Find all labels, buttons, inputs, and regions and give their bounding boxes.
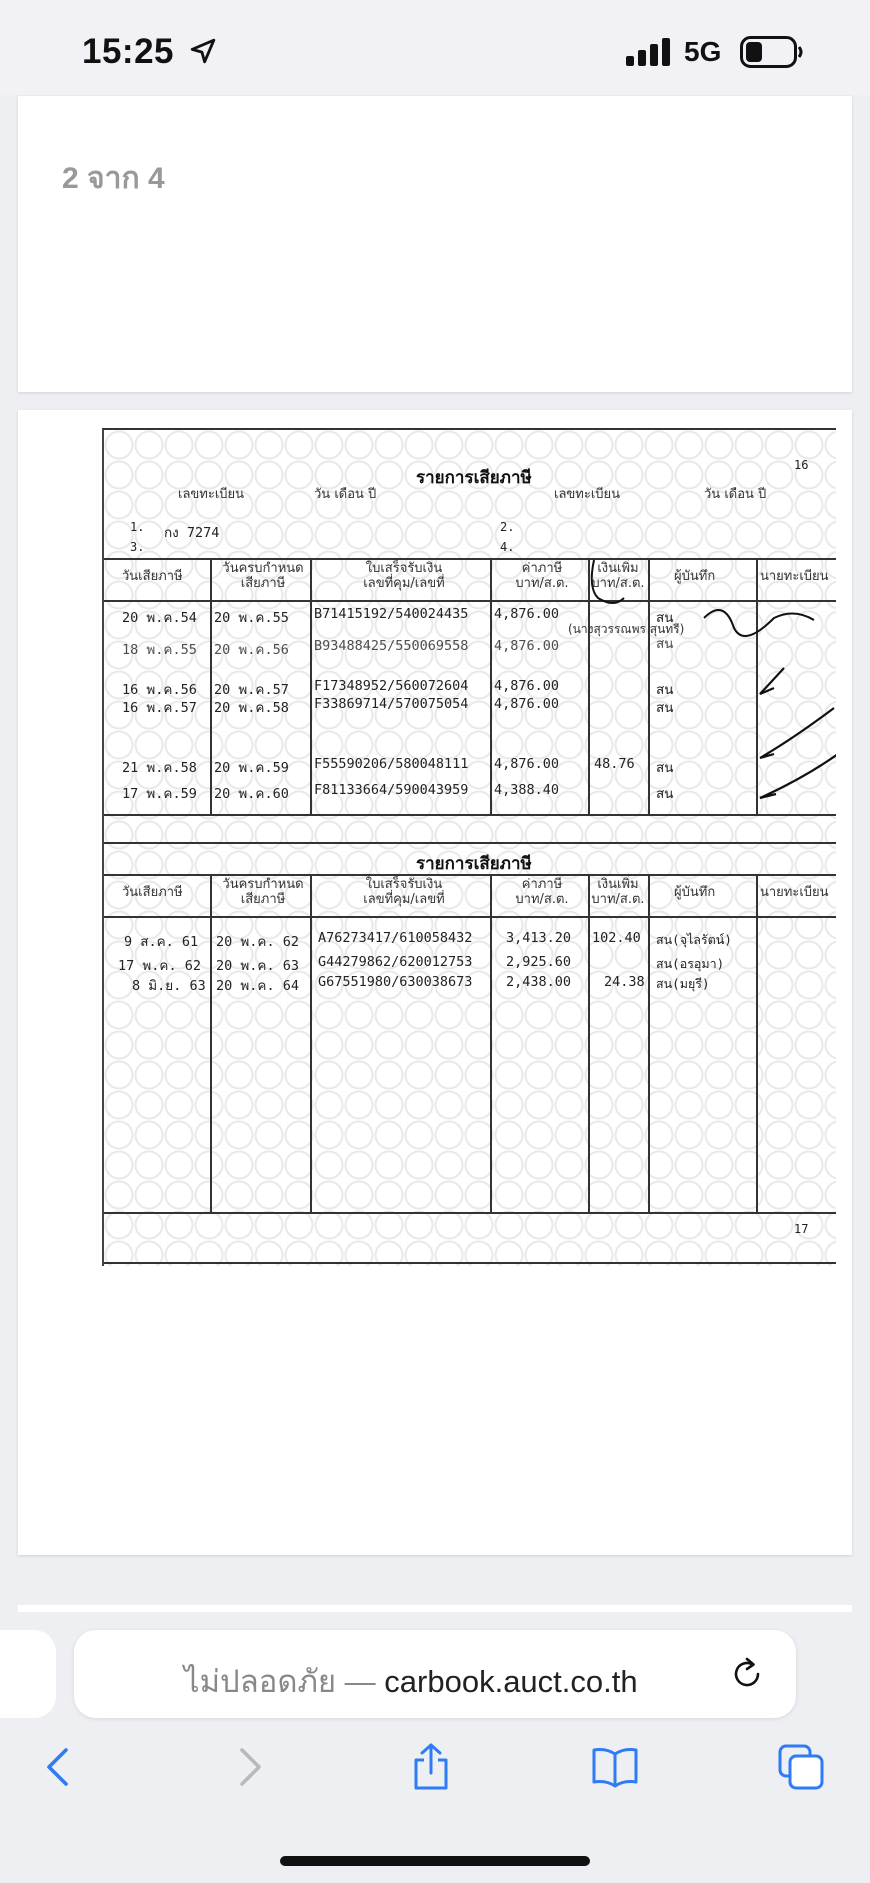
t1-col-registrar: นายทะเบียน [760, 569, 829, 584]
t2-extra: 24.38 [604, 974, 645, 990]
location-arrow-icon [190, 38, 216, 64]
t2-receipt: A76273417/610058432 [318, 930, 473, 946]
t1-recorder: สน [656, 760, 674, 776]
t1-paid: 17 พ.ค.59 [122, 786, 197, 802]
share-icon[interactable] [406, 1742, 456, 1792]
t2-extra: 102.40 [592, 930, 641, 946]
t2-col-receipt: ใบเสร็จรับเงิน เลขที่คุม/เลขที่ [363, 877, 445, 907]
t2-recorder: สน(อรอุมา) [656, 956, 725, 971]
address-bar[interactable] [74, 1630, 796, 1718]
t2-paid: 8 มิ.ย. 63 [132, 978, 206, 994]
date-label-2: วัน เดือน ปี [704, 487, 767, 502]
t1-tax: 4,876.00 [494, 638, 560, 654]
previous-tab-preview[interactable] [0, 1630, 56, 1718]
t1-paid: 16 พ.ค.57 [122, 700, 197, 716]
t1-receipt: F81133664/590043959 [314, 782, 469, 798]
t1-receipt: B93488425/550069558 [314, 638, 469, 654]
reg-row-1-plate: กง 7274 [164, 525, 220, 541]
address-bar-text [184, 1656, 638, 1706]
t1-receipt: F33869714/570075054 [314, 696, 469, 712]
t1-tax: 4,876.00 [494, 756, 560, 772]
t2-tax: 2,438.00 [506, 974, 572, 990]
table2-col-line [588, 874, 590, 1212]
reg-row-3-no: 3. [130, 540, 145, 554]
t1-tax: 4,388.40 [494, 782, 560, 798]
t2-col-extra: เงินเพิ่ม บาท/ส.ต. [591, 877, 645, 907]
t2-col-due: วันครบกำหนด เสียภาษี [222, 877, 304, 907]
t1-recorder: สน [656, 700, 674, 716]
address-separator: — [336, 1664, 385, 1699]
browser-toolbar [0, 1728, 870, 1808]
t1-receipt: F17348952/560072604 [314, 678, 469, 694]
t1-due: 20 พ.ค.58 [214, 700, 289, 716]
security-warning: ไม่ปลอดภัย [184, 1664, 337, 1699]
home-indicator[interactable] [280, 1856, 590, 1866]
t2-col-tax: ค่าภาษี บาท/ส.ต. [515, 877, 569, 907]
doc-bottom-border [104, 1262, 836, 1264]
table1-col-line [210, 558, 212, 814]
table2-col-line [490, 874, 492, 1212]
t1-due: 20 พ.ค.56 [214, 642, 289, 658]
section-title-2: รายการเสียภาษี [416, 854, 532, 874]
t2-recorder: สน(มยุรี) [656, 976, 710, 991]
doc-page-number-bottom: 17 [794, 1222, 809, 1236]
t2-receipt: G67551980/630038673 [318, 974, 473, 990]
reg-row-2-no: 2. [500, 520, 515, 534]
t2-paid: 9 ส.ค. 61 [124, 934, 199, 950]
tabs-icon[interactable] [776, 1742, 826, 1792]
t1-recorder: สน [656, 636, 674, 652]
section-title-1: รายการเสียภาษี [416, 468, 532, 488]
t1-tax: 4,876.00 [494, 678, 560, 694]
doc-page-number-top: 16 [794, 458, 809, 472]
reload-icon[interactable] [730, 1656, 766, 1692]
t1-due: 20 พ.ค.57 [214, 682, 289, 698]
t1-paid: 20 พ.ค.54 [122, 610, 197, 626]
t2-due: 20 พ.ค. 64 [216, 978, 299, 994]
t1-recorder: สน [656, 682, 674, 698]
t1-paid: 18 พ.ค.55 [122, 642, 197, 658]
t1-recorder: สน [656, 610, 674, 626]
t2-recorder: สน(จุไลรัตน์) [656, 932, 732, 947]
t2-col-registrar: นายทะเบียน [760, 885, 829, 900]
forward-icon[interactable] [224, 1742, 274, 1792]
t1-col-receipt: ใบเสร็จรับเงิน เลขที่คุม/เลขที่ [363, 561, 445, 591]
t1-tax: 4,876.00 [494, 696, 560, 712]
table2-col-line [310, 874, 312, 1212]
t2-tax: 2,925.60 [506, 954, 572, 970]
reg-row-4-no: 4. [500, 540, 515, 554]
date-label-1: วัน เดือน ปี [314, 487, 377, 502]
signal-bars-icon [626, 38, 672, 66]
t1-col-due: วันครบกำหนด เสียภาษี [222, 561, 304, 591]
status-bar [0, 0, 870, 95]
signature-marks-icon [584, 558, 836, 818]
t1-col-paid: วันเสียภาษี [122, 569, 183, 584]
section-separator [104, 842, 836, 844]
reg-label-2: เลขทะเบียน [554, 487, 621, 502]
reg-label-1: เลขทะเบียน [178, 487, 245, 502]
t1-paid: 21 พ.ค.58 [122, 760, 197, 776]
table1-col-line [310, 558, 312, 814]
pdf-page-previous [18, 96, 852, 392]
t2-due: 20 พ.ค. 63 [216, 958, 299, 974]
scanned-tax-record [102, 428, 836, 1266]
table2-header-border [104, 916, 836, 918]
t1-extra: 48.76 [594, 756, 635, 772]
battery-icon [740, 36, 804, 68]
t1-recorder: สน [656, 786, 674, 802]
t2-paid: 17 พ.ค. 62 [118, 958, 201, 974]
t1-tax: 4,876.00 [494, 606, 560, 622]
t1-receipt: B71415192/540024435 [314, 606, 469, 622]
t1-due: 20 พ.ค.55 [214, 610, 289, 626]
table2-top-border [104, 874, 836, 876]
t2-col-paid: วันเสียภาษี [122, 885, 183, 900]
table2-bottom-border [104, 1212, 836, 1214]
handwritten-note: (นางสุวรรณพร สุนทรี) [568, 622, 685, 636]
t1-due: 20 พ.ค.59 [214, 760, 289, 776]
t2-tax: 3,413.20 [506, 930, 572, 946]
table2-col-line [210, 874, 212, 1212]
t2-receipt: G44279862/620012753 [318, 954, 473, 970]
network-type: 5G [684, 36, 722, 67]
page-indicator: 2 จาก 4 [62, 162, 165, 195]
address-domain: carbook.auct.co.th [384, 1664, 638, 1699]
t1-col-recorder: ผู้บันทึก [674, 569, 716, 584]
table2-col-line [648, 874, 650, 1212]
status-time: 15:25 [82, 32, 175, 71]
t2-col-recorder: ผู้บันทึก [674, 885, 716, 900]
bookmarks-icon[interactable] [590, 1742, 640, 1792]
reg-row-1-no: 1. [130, 520, 145, 534]
back-icon[interactable] [34, 1742, 84, 1792]
t2-due: 20 พ.ค. 62 [216, 934, 299, 950]
t1-receipt: F55590206/580048111 [314, 756, 469, 772]
table2-col-line [756, 874, 758, 1212]
t1-due: 20 พ.ค.60 [214, 786, 289, 802]
table1-col-line [490, 558, 492, 814]
t1-paid: 16 พ.ค.56 [122, 682, 197, 698]
t1-col-tax: ค่าภาษี บาท/ส.ต. [515, 561, 569, 591]
t1-col-extra: เงินเพิ่ม บาท/ส.ต. [591, 561, 645, 591]
